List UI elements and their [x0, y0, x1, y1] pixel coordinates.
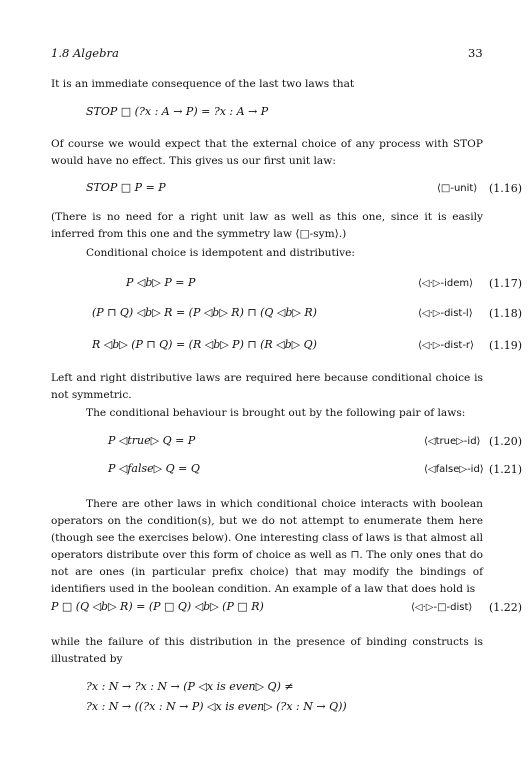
paragraph-1: It is an immediate consequence of the last two laws that — [51, 78, 355, 90]
paragraph-8: while the failure of this distribution in the presence of binding constructs is illustrated by — [51, 636, 483, 665]
equation-counterexample-2: ?x : N → ((?x : N → P) ◁x is even▷ (?x : N → Q)) — [86, 700, 347, 713]
law-number-1-17: (1.17) — [489, 277, 523, 290]
equation-cond-dist-r: R ◁b▷ (P ⊓ Q) = (R ◁b▷ P) ⊓ (R ◁b▷ Q) — [92, 338, 317, 351]
paragraph-4: Conditional choice is idempotent and distributive: — [86, 247, 355, 259]
law-tag-cond-dist-r: ⟨◁·▷-dist-r⟩ — [418, 340, 474, 351]
equation-cond-true: P ◁true▷ Q = P — [108, 434, 196, 447]
law-tag-cond-dist-l: ⟨◁·▷-dist-l⟩ — [418, 308, 473, 319]
law-tag-cond-ext-dist: ⟨◁·▷-□-dist⟩ — [411, 602, 473, 613]
law-tag-cond-true: ⟨◁true▷-id⟩ — [424, 436, 481, 447]
law-tag-cond-idem: ⟨◁·▷-idem⟩ — [418, 278, 473, 289]
law-tag-cond-false: ⟨◁false▷-id⟩ — [424, 464, 484, 475]
paragraph-3: (There is no need for a right unit law as well as this one, since it is easily inferred from this one and the symmetry law ⟨□-sym⟩.) — [51, 211, 483, 240]
equation-cond-dist-l: (P ⊓ Q) ◁b▷ R = (P ◁b▷ R) ⊓ (Q ◁b▷ R) — [92, 306, 317, 319]
running-header: 1.8 Algebra — [51, 46, 119, 60]
law-number-1-16: (1.16) — [489, 182, 523, 195]
law-number-1-22: (1.22) — [489, 601, 523, 614]
paragraph-7: There are other laws in which conditional choice interacts with boolean operators on the condition(s), but we do not attempt to enumerate them here (though see the exercises below). One interesting class of laws is that almost all operators distribute over this form of choice as well as ⊓. The only ones that do not are ones (in particular prefix choice) that may modify the bindings of identifiers used in the boolean condition. An example of a law that does hold is — [51, 498, 483, 595]
law-number-1-19: (1.19) — [489, 339, 523, 352]
equation-counterexample-1: ?x : N → ?x : N → (P ◁x is even▷ Q) ≠ — [86, 680, 294, 693]
equation-cond-ext-dist: P □ (Q ◁b▷ R) = (P □ Q) ◁b▷ (P □ R) — [51, 600, 264, 613]
law-tag-unit: ⟨□-unit⟩ — [437, 183, 478, 194]
equation-stop-prefix: STOP □ (?x : A → P) = ?x : A → P — [86, 105, 269, 118]
paragraph-2: Of course we would expect that the external choice of any process with STOP would have no effect. This gives us our first unit law: — [51, 138, 483, 167]
paragraph-6: The conditional behaviour is brought out by the following pair of laws: — [86, 407, 466, 419]
law-number-1-21: (1.21) — [489, 463, 523, 476]
equation-cond-idem: P ◁b▷ P = P — [126, 276, 196, 289]
paragraph-5: Left and right distributive laws are required here because conditional choice is not symmetric. — [51, 372, 483, 401]
law-number-1-18: (1.18) — [489, 307, 523, 320]
equation-cond-false: P ◁false▷ Q = Q — [108, 462, 200, 475]
law-number-1-20: (1.20) — [489, 435, 523, 448]
equation-unit-law: STOP □ P = P — [86, 181, 166, 194]
page-number: 33 — [468, 46, 483, 60]
